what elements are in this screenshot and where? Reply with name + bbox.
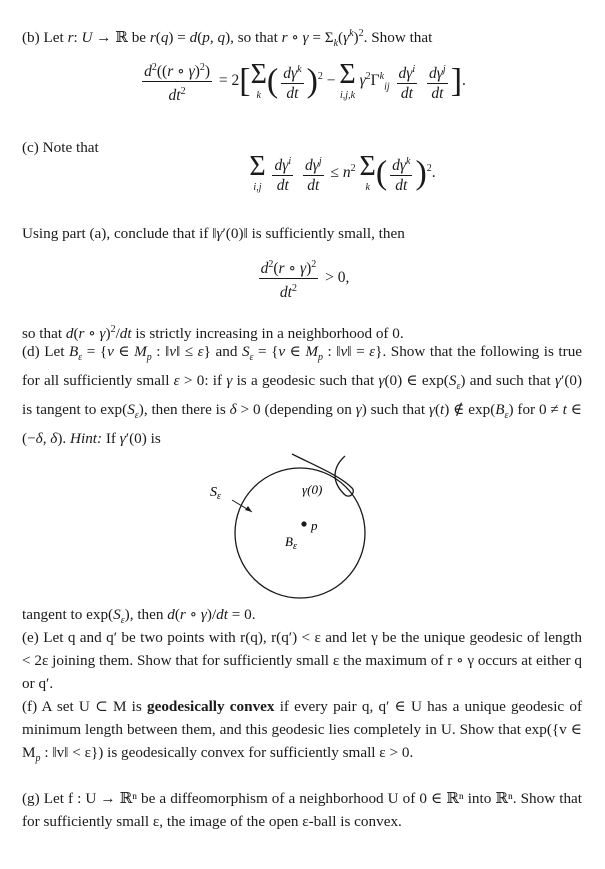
part-c-conclusion: Using part (a), conclude that if ‖γ′(0)‖ is sufficiently small, then bbox=[22, 225, 405, 242]
part-f-statement: (f) A set U ⊂ M is geodesically convex if every pair q, q′ ∈ U has a unique geodesic of minimum length between them, and this geodesic lies completely in U. Show that exp({v ∈ $M_p$ : ‖v‖ < ε}) is geodesically convex for sufficiently small ε > 0. bbox=[22, 698, 582, 765]
part-g-statement bbox=[22, 787, 582, 833]
part-b-text: be bbox=[131, 29, 147, 47]
part-d-text: is bbox=[150, 430, 161, 448]
label-gamma-zero: γ(0) bbox=[302, 482, 323, 497]
part-c-text: is sufficiently small, then bbox=[251, 225, 405, 242]
part-d-text: : if bbox=[204, 372, 223, 390]
part-b-label: (b) bbox=[22, 29, 40, 47]
part-c-inequality: Σ i,j $\frac{d\gamma^i}{dt}$ $\frac{d\gamma^j}{dt}$ ≤ $n^2$ Σ k ( $\frac{d\gamma^k}{dt}$ )$^2$. bbox=[249, 150, 436, 195]
sphere-s-epsilon bbox=[235, 468, 365, 598]
part-c-text: is strictly increasing in a neighborhood of 0. bbox=[135, 325, 404, 343]
part-d-text: is tangent to bbox=[22, 401, 97, 419]
part-b-equation: $\frac{d^2((r \circ \gamma)^2)}{dt^2}$ = 2[ Σ k ( $\frac{d\gamma^k}{dt}$ )$^2$ − Σ i,j,k $\gamma^2\Gamma^k_{ij}$ $\frac{d\gamma^i}{dt}$ $\frac{d\gamma^j}{dt}$ ]. bbox=[144, 58, 466, 105]
part-d-text: for bbox=[517, 401, 536, 419]
part-f-text: : ‖v‖ < ε}) is geodesically convex for sufficiently small ε > 0. bbox=[44, 744, 414, 761]
geodesic-tangent-figure bbox=[0, 450, 605, 610]
label-s-epsilon: $S_\varepsilon$ bbox=[210, 485, 221, 502]
part-d-text: . Show that the following is true for all sufficiently small bbox=[22, 343, 583, 390]
part-e-statement bbox=[22, 626, 582, 695]
part-c-label: (c) bbox=[22, 139, 39, 156]
part-d-text: tangent to bbox=[22, 606, 83, 623]
part-f-label: (f) bbox=[22, 698, 38, 715]
part-g-label: (g) bbox=[22, 790, 40, 807]
part-c-text: Note that bbox=[42, 139, 99, 156]
part-d-statement: (d) Let $B_\varepsilon = \{v$ ∈ $M_p$ : ‖v‖ ≤ ε} and $S_\varepsilon = \{v$ ∈ $M_p$ : ‖v‖ = ε}. Show that the following is true for all sufficiently small ε > 0: if γ is a geodesic such that γ(0) ∈ $\exp(S_\varepsilon)$ and such that γ′(0) is tangent to $\exp(S_\varepsilon)$, then there is δ > 0 (depending on γ) such that γ(t) ∉ $\exp(B_\varepsilon)$ for 0 ≠ t ∈ (−δ, δ). Hint: If γ′(0) is bbox=[22, 343, 583, 448]
part-d-text: (depending on bbox=[264, 401, 352, 419]
part-g-text: Let f : U → ℝⁿ be a diffeomorphism of a neighborhood U of 0 ∈ ℝⁿ into ℝⁿ. Show that for sufficiently small ε, the image of the open ε-ball is convex. bbox=[22, 790, 583, 830]
part-c-monotone: so that d(r ∘ γ)$^2$/dt is strictly increasing in a neighborhood of 0. bbox=[22, 324, 404, 343]
part-d-continuation: tangent to $\exp(S_\varepsilon)$, then d(r ∘ γ)/dt = 0. bbox=[22, 606, 256, 627]
part-f-term: geodesically convex bbox=[147, 698, 275, 715]
part-b-statement: (b) Let r: U → ℝ be r(q) = d(p, q), so that r ∘ $\gamma = \Sigma_k(\gamma^k)^2$. Show that bbox=[22, 28, 433, 50]
part-e-label: (e) bbox=[22, 629, 39, 646]
part-b-text: Let bbox=[43, 29, 64, 47]
part-d-text: If bbox=[105, 430, 116, 448]
part-e-text: Let q and q′ be two points with r(q), r(q′) < ε and let γ be the unique geodesic of length < 2ε joining them. Show that for sufficiently small ε the maximum of r ∘ γ occurs at either q or q′. bbox=[22, 629, 582, 692]
pointer-arrowhead bbox=[245, 506, 252, 512]
part-b-text: , so that bbox=[230, 29, 278, 47]
part-d-text: Let bbox=[44, 343, 65, 360]
part-d-text: , then bbox=[129, 606, 164, 623]
part-d-text: and such that bbox=[469, 372, 551, 390]
part-d-text: is a geodesic such that bbox=[236, 372, 375, 390]
part-c-text: Using part (a), conclude that if bbox=[22, 225, 209, 242]
point-p bbox=[301, 521, 306, 526]
part-d-label: (d) bbox=[22, 343, 40, 360]
part-c-text: so that bbox=[22, 325, 63, 343]
label-p: p bbox=[311, 518, 318, 533]
part-d-hint: Hint: bbox=[70, 430, 103, 448]
part-d-text: ) such that bbox=[361, 401, 426, 419]
part-d-text: and bbox=[215, 343, 238, 360]
part-b-text: . Show that bbox=[363, 29, 433, 47]
part-f-text: A set U ⊂ M is bbox=[41, 698, 142, 715]
part-f-text: if every pair q, q′ ∈ U has a unique geodesic of minimum length between them, and this geodesic lies completely in U. Show that exp({v ∈ M bbox=[22, 698, 582, 761]
part-c-positivity: $\frac{d^2(r \circ \gamma)^2}{dt^2}$ > 0, bbox=[0, 255, 605, 302]
label-b-epsilon: $B_\varepsilon$ bbox=[285, 534, 297, 552]
part-d-text: , then there is bbox=[143, 401, 226, 419]
